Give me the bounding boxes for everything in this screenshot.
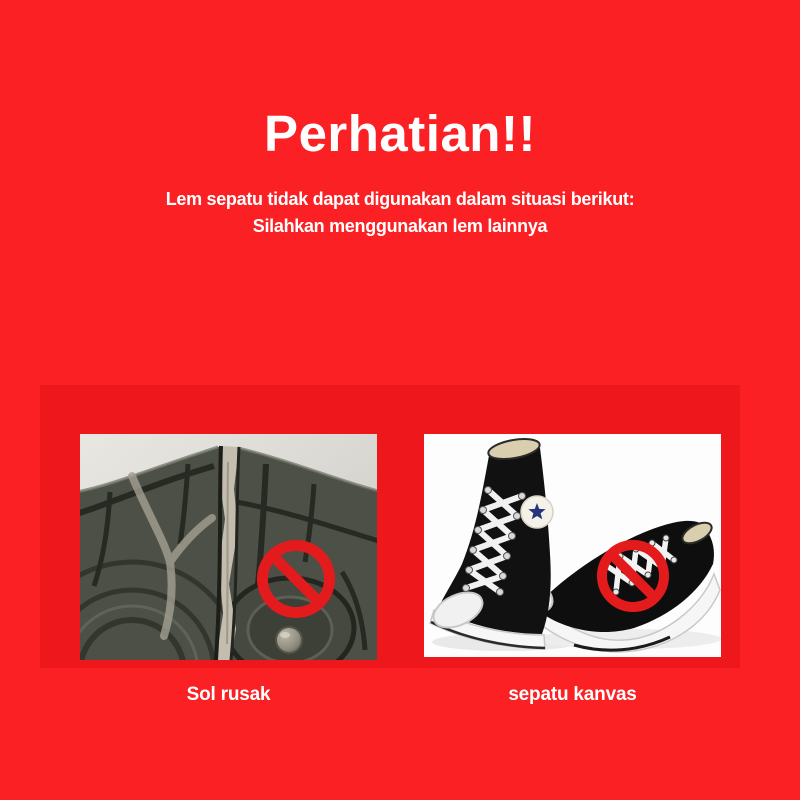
- figure-damaged-sole: [80, 434, 377, 660]
- poster-header: [0, 104, 800, 163]
- figure-canvas-shoes: [424, 434, 721, 657]
- caption-sol-rusak: Sol rusak: [186, 684, 271, 705]
- caption-sepatu-kanvas: sepatu kanvas: [508, 684, 637, 705]
- canvas-shoes-photo: [424, 434, 721, 657]
- cracked-sole-photo: [80, 434, 377, 660]
- subtitle-line-2: Silahkan menggunakan lem lainnya: [252, 216, 548, 236]
- subtitle-line-1: Lem sepatu tidak dapat digunakan dalam situasi berikut:: [165, 189, 635, 209]
- poster-subtitle: [0, 186, 800, 240]
- page-title: Perhatian!!: [264, 105, 536, 162]
